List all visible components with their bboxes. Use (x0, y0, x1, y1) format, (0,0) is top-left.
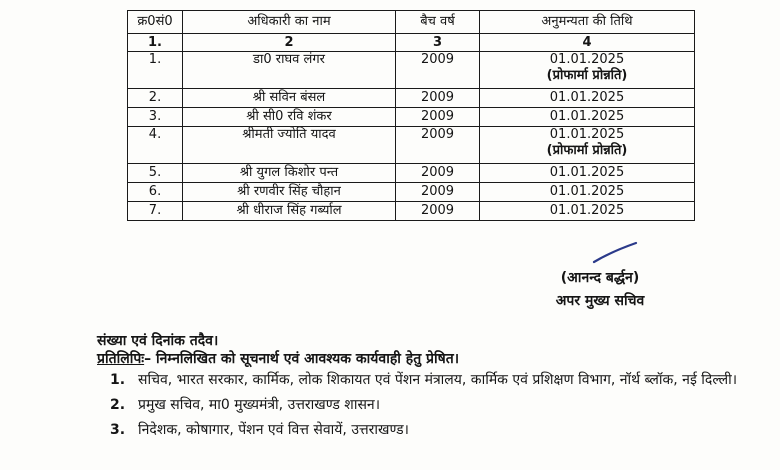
row-date-value: 01.01.2025 (480, 108, 695, 127)
row-officer-name: श्री युगल किशोर पन्त (183, 164, 396, 183)
row-date-value: 01.01.2025 (480, 183, 695, 202)
table-row (128, 89, 695, 108)
column-number: 2 (183, 34, 396, 52)
row-date (480, 127, 695, 164)
row-batch: 2009 (396, 52, 480, 89)
officers-table (127, 10, 695, 221)
table-row (128, 52, 695, 89)
list-item (110, 420, 738, 440)
header-batch-year: बैच वर्ष (396, 11, 480, 34)
column-number: 4 (480, 34, 695, 52)
reference-line: संख्या एवं दिनांक तदैव। (97, 333, 219, 349)
list-item-number: 3. (110, 422, 126, 438)
list-item-number: 1. (110, 372, 126, 388)
row-officer-name: डा0 राघव लंगर (183, 52, 396, 89)
header-admissibility-date: अनुमन्यता की तिथि (480, 11, 695, 34)
header-serial-number: क्र0सं0 (128, 11, 183, 34)
row-officer-name: श्री सी0 रवि शंकर (183, 108, 396, 127)
row-officer-name: श्रीमती ज्योति यादव (183, 127, 396, 164)
row-serial: 1. (128, 52, 183, 89)
row-date-value: 01.01.2025 (549, 52, 625, 67)
list-item-text: प्रमुख सचिव, मा0 मुख्यमंत्री, उत्तराखण्ड शासन। (138, 397, 380, 413)
column-number-row (128, 34, 695, 52)
row-date-note: (प्रोफार्मा प्रोन्नति) (546, 143, 628, 158)
copy-to-label: प्रतिलिपिः (97, 351, 145, 367)
row-date-value: 01.01.2025 (480, 164, 695, 183)
list-item-number: 2. (110, 397, 126, 413)
copy-to-line (97, 349, 459, 368)
table-row (128, 164, 695, 183)
list-item (110, 370, 738, 390)
table-row (128, 127, 695, 164)
row-batch: 2009 (396, 183, 480, 202)
row-serial: 3. (128, 108, 183, 127)
row-serial: 6. (128, 183, 183, 202)
row-batch: 2009 (396, 164, 480, 183)
row-serial: 5. (128, 164, 183, 183)
header-officer-name: अधिकारी का नाम (183, 11, 396, 34)
column-number: 1. (128, 34, 183, 52)
row-officer-name: श्री रणवीर सिंह चौहान (183, 183, 396, 202)
list-item-text: निदेशक, कोषागार, पेंशन एवं वित्त सेवायें, उत्तराखण्ड। (138, 422, 409, 438)
row-batch: 2009 (396, 108, 480, 127)
table-row (128, 183, 695, 202)
signatory-designation: अपर मुख्य सचिव (555, 293, 645, 309)
row-officer-name: श्री सविन बंसल (183, 89, 396, 108)
row-date-value: 01.01.2025 (480, 89, 695, 108)
row-serial: 4. (128, 127, 183, 164)
row-serial: 2. (128, 89, 183, 108)
row-date-note: (प्रोफार्मा प्रोन्नति) (546, 68, 628, 83)
copy-to-text: – निम्नलिखित को सूचनार्थ एवं आवश्यक कार्यवाही हेतु प्रेषित। (144, 351, 460, 367)
row-date-value: 01.01.2025 (480, 202, 695, 221)
table-row (128, 108, 695, 127)
row-batch: 2009 (396, 127, 480, 164)
signature-block (520, 254, 680, 310)
row-officer-name: श्री धीराज सिंह गर्ब्याल (183, 202, 396, 221)
signatory-name: (आनन्द बर्द्धन) (560, 270, 640, 286)
signature-stroke-icon (590, 240, 640, 266)
table-row (128, 202, 695, 221)
row-batch: 2009 (396, 202, 480, 221)
table-header-row (128, 11, 695, 34)
row-date-value: 01.01.2025 (549, 127, 625, 142)
row-date (480, 52, 695, 89)
copy-recipients-list (110, 370, 738, 445)
list-item (110, 395, 738, 415)
column-number: 3 (396, 34, 480, 52)
row-serial: 7. (128, 202, 183, 221)
row-batch: 2009 (396, 89, 480, 108)
list-item-text: सचिव, भारत सरकार, कार्मिक, लोक शिकायत एवं पेंशन मंत्रालय, कार्मिक एवं प्रशिक्षण विभाग, नॉर्थ ब्लॉक, नई दिल्ली। (138, 372, 738, 388)
